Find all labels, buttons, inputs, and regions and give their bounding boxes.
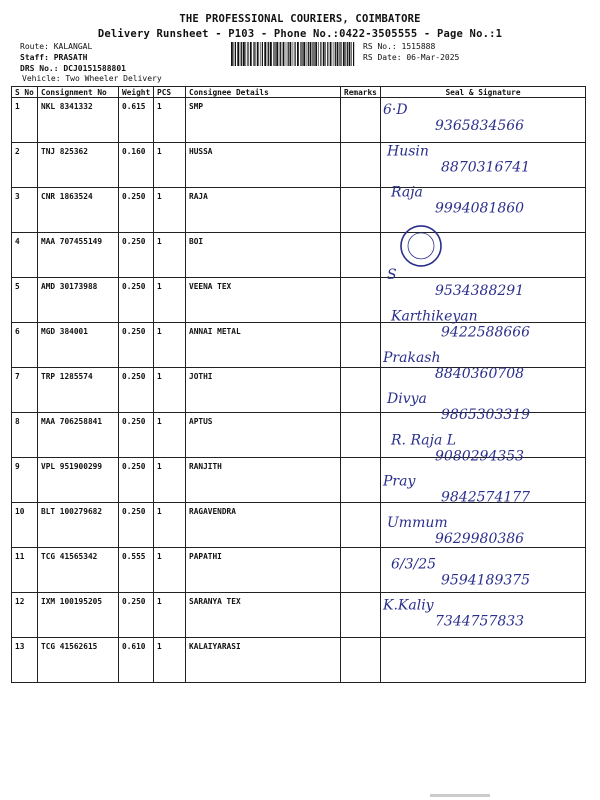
remarks-cell <box>341 593 381 638</box>
sno-cell: 9 <box>12 458 38 503</box>
weight-cell: 0.615 <box>119 98 154 143</box>
rs-date-value: 06-Mar-2025 <box>406 53 460 62</box>
drs-line <box>20 64 126 73</box>
seal-signature-cell <box>381 503 586 548</box>
consignee-cell: SARANYA TEX <box>186 593 341 638</box>
pcs-cell: 1 <box>154 143 186 188</box>
seal-signature-cell <box>381 233 586 278</box>
pcs-cell: 1 <box>154 278 186 323</box>
signature-name: S <box>387 267 397 284</box>
consignment-cell: NKL 8341332 <box>38 98 119 143</box>
seal-signature-cell <box>381 143 586 188</box>
consignment-cell: VPL 951900299 <box>38 458 119 503</box>
col-seal-signature: Seal & Signature <box>381 87 586 98</box>
consignee-cell: RAGAVENDRA <box>186 503 341 548</box>
pcs-cell: 1 <box>154 548 186 593</box>
seal-signature-cell <box>381 458 586 503</box>
signature-phone: 9534388291 <box>435 283 525 300</box>
weight-cell: 0.250 <box>119 458 154 503</box>
consignment-cell: IXM 100195205 <box>38 593 119 638</box>
route-value: KALANGAL <box>53 42 93 51</box>
drs-label: DRS No.: <box>20 64 59 73</box>
weight-cell: 0.250 <box>119 503 154 548</box>
col-consignment: Consignment No <box>38 87 119 98</box>
weight-cell: 0.250 <box>119 323 154 368</box>
table-row <box>12 233 586 278</box>
consignment-cell: MAA 706258841 <box>38 413 119 458</box>
pcs-cell: 1 <box>154 368 186 413</box>
signature-name: 6·D <box>383 102 408 118</box>
scan-artifact <box>430 794 490 797</box>
rs-date-line <box>363 53 459 62</box>
seal-signature-cell <box>381 413 586 458</box>
sno-cell: 4 <box>12 233 38 278</box>
drs-value: DCJ0151588801 <box>63 64 126 73</box>
weight-cell: 0.250 <box>119 368 154 413</box>
table-row <box>12 188 586 233</box>
signature-phone: 9594189375 <box>441 572 531 589</box>
sno-cell: 13 <box>12 638 38 683</box>
consignment-cell: MGD 384001 <box>38 323 119 368</box>
runsheet-table <box>11 86 586 683</box>
rs-no-line <box>363 42 435 51</box>
signature-phone: 9842574177 <box>441 489 531 506</box>
signature-phone: 9865303319 <box>441 407 531 424</box>
col-consignee: Consignee Details <box>186 87 341 98</box>
signature-phone: 9629980386 <box>435 531 525 547</box>
table-row <box>12 98 586 143</box>
signature-phone: 9365834566 <box>435 118 525 134</box>
remarks-cell <box>341 188 381 233</box>
consignment-cell: CNR 1863524 <box>38 188 119 233</box>
table-row <box>12 368 586 413</box>
remarks-cell <box>341 323 381 368</box>
signature-phone: 9422588666 <box>441 324 531 341</box>
weight-cell: 0.250 <box>119 278 154 323</box>
weight-cell: 0.160 <box>119 143 154 188</box>
weight-cell: 0.250 <box>119 233 154 278</box>
table-row <box>12 638 586 683</box>
signature-phone: 9994081860 <box>435 200 525 217</box>
signature-name: Pray <box>383 473 416 490</box>
remarks-cell <box>341 548 381 593</box>
seal-signature-cell <box>381 278 586 323</box>
table-row <box>12 143 586 188</box>
signature-name: Ummum <box>387 515 448 531</box>
rs-date-label: RS Date: <box>363 53 402 62</box>
remarks-cell <box>341 368 381 413</box>
weight-cell: 0.250 <box>119 188 154 233</box>
consignee-cell: PAPATHI <box>186 548 341 593</box>
signature-name: Husin <box>387 143 429 160</box>
sno-cell: 8 <box>12 413 38 458</box>
staff-line <box>20 53 87 62</box>
consignee-cell: HUSSA <box>186 143 341 188</box>
consignee-cell: VEENA TEX <box>186 278 341 323</box>
weight-cell: 0.250 <box>119 593 154 638</box>
signature-phone: 9080294353 <box>435 448 525 465</box>
signature-name: 6/3/25 <box>391 556 437 573</box>
consignee-cell: APTUS <box>186 413 341 458</box>
weight-cell: 0.250 <box>119 413 154 458</box>
remarks-cell <box>341 638 381 683</box>
seal-signature-cell <box>381 593 586 638</box>
consignment-cell: TRP 1285574 <box>38 368 119 413</box>
seal-signature-cell <box>381 188 586 233</box>
remarks-cell <box>341 143 381 188</box>
consignment-cell: MAA 707455149 <box>38 233 119 278</box>
seal-signature-cell <box>381 638 586 683</box>
consignee-cell: ANNAI METAL <box>186 323 341 368</box>
table-row <box>12 413 586 458</box>
table-row <box>12 278 586 323</box>
pcs-cell: 1 <box>154 458 186 503</box>
signature-name: Karthikeyan <box>391 308 478 325</box>
remarks-cell <box>341 233 381 278</box>
consignee-cell: KALAIYARASI <box>186 638 341 683</box>
consignment-cell: TCG 41565342 <box>38 548 119 593</box>
sno-cell: 11 <box>12 548 38 593</box>
runsheet-subtitle: Delivery Runsheet - P103 - Phone No.:0422-3505555 - Page No.:1 <box>97 28 503 40</box>
pcs-cell: 1 <box>154 323 186 368</box>
consignee-cell: SMP <box>186 98 341 143</box>
pcs-cell: 1 <box>154 188 186 233</box>
sno-cell: 10 <box>12 503 38 548</box>
remarks-cell <box>341 98 381 143</box>
seal-signature-cell <box>381 365 586 413</box>
vehicle-line <box>22 74 162 83</box>
table-row <box>12 593 586 638</box>
route-line <box>20 42 92 51</box>
sno-cell: 12 <box>12 593 38 638</box>
consignee-cell: RAJA <box>186 188 341 233</box>
remarks-cell <box>341 413 381 458</box>
signature-phone: 8870316741 <box>441 159 531 176</box>
signature-name: R. Raja L <box>391 432 457 449</box>
vehicle-value: Two Wheeler Delivery <box>65 74 162 83</box>
table-row <box>12 548 586 593</box>
sno-cell: 1 <box>12 98 38 143</box>
barcode <box>231 42 357 66</box>
vehicle-label: Vehicle: <box>22 74 61 83</box>
pcs-cell: 1 <box>154 233 186 278</box>
seal-signature-cell <box>381 548 586 593</box>
col-pcs: PCS <box>154 87 186 98</box>
table-row <box>12 323 586 368</box>
signature-name: K.Kaliy <box>383 597 434 614</box>
col-remarks: Remarks <box>341 87 381 98</box>
signature-name: Raja <box>391 184 423 201</box>
consignment-cell: BLT 100279682 <box>38 503 119 548</box>
seal-signature-cell <box>381 98 586 143</box>
signature-phone: 8840360708 <box>435 365 525 382</box>
table-row <box>12 458 586 503</box>
consignment-cell: TNJ 825362 <box>38 143 119 188</box>
consignment-cell: TCG 41562615 <box>38 638 119 683</box>
pcs-cell: 1 <box>154 503 186 548</box>
seal-signature-cell <box>381 323 586 368</box>
table-header-row <box>12 87 586 98</box>
sno-cell: 2 <box>12 143 38 188</box>
pcs-cell: 1 <box>154 98 186 143</box>
route-label: Route: <box>20 42 49 51</box>
sno-cell: 5 <box>12 278 38 323</box>
remarks-cell <box>341 503 381 548</box>
sno-cell: 3 <box>12 188 38 233</box>
col-sno: S No <box>12 87 38 98</box>
table-row <box>12 503 586 548</box>
rs-no-value: 1515888 <box>401 42 436 51</box>
consignee-cell: JOTHI <box>186 368 341 413</box>
consignee-cell: RANJITH <box>186 458 341 503</box>
company-title: THE PROFESSIONAL COURIERS, COIMBATORE <box>179 13 421 25</box>
consignee-cell: BOI <box>186 233 341 278</box>
staff-label: Staff: <box>20 53 49 62</box>
sno-cell: 7 <box>12 368 38 413</box>
weight-cell: 0.610 <box>119 638 154 683</box>
signature-name: Prakash <box>383 349 441 366</box>
weight-cell: 0.555 <box>119 548 154 593</box>
staff-value: PRASATH <box>53 53 88 62</box>
pcs-cell: 1 <box>154 413 186 458</box>
pcs-cell: 1 <box>154 638 186 683</box>
remarks-cell <box>341 458 381 503</box>
signature-phone: 7344757833 <box>435 613 525 630</box>
sno-cell: 6 <box>12 323 38 368</box>
rs-no-label: RS No.: <box>363 42 397 51</box>
consignment-cell: AMD 30173988 <box>38 278 119 323</box>
pcs-cell: 1 <box>154 593 186 638</box>
col-weight: Weight <box>119 87 154 98</box>
signature-name: Divya <box>387 391 427 408</box>
remarks-cell <box>341 278 381 323</box>
